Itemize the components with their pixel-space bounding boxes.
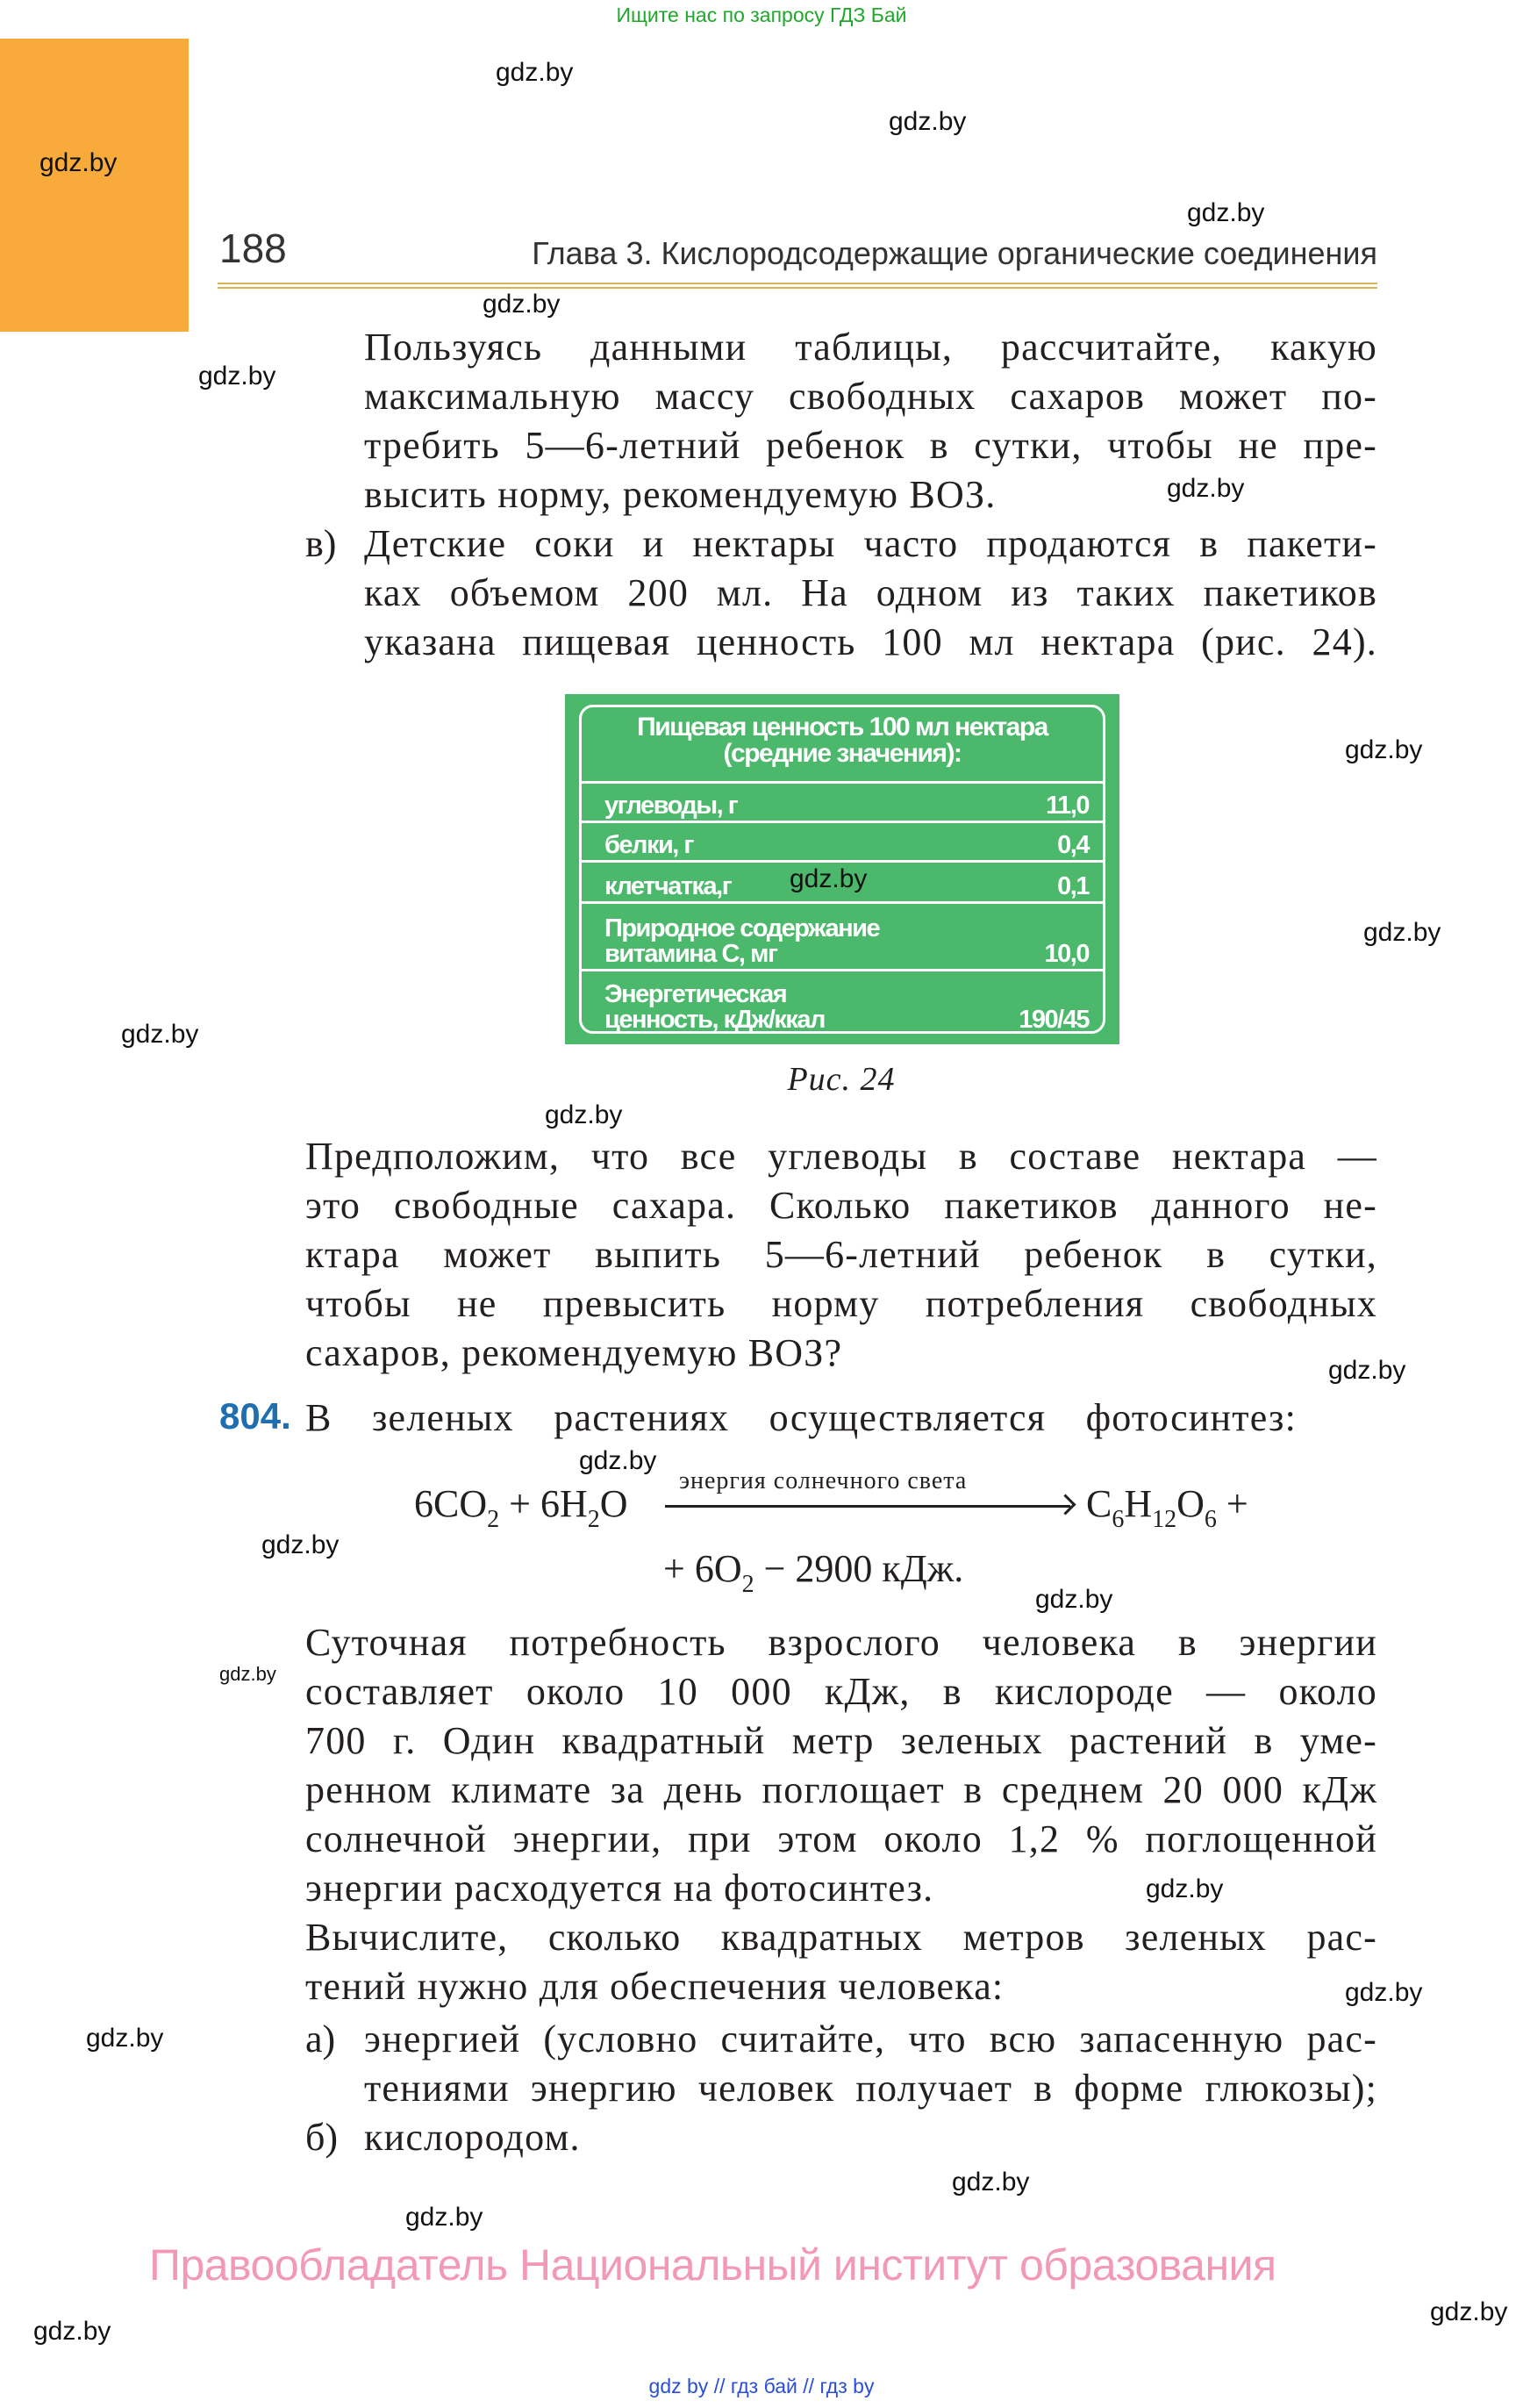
equation-lhs: $6CO_2 + 6H_2O$ <box>414 1482 628 1533</box>
text-line: Пользуясь данными таблицы, рассчитайте, какую <box>364 326 1377 369</box>
text-line: солнечной энергии, при этом около 1,2 % поглощенной <box>305 1817 1377 1860</box>
arrow-label: энергия солнечного света <box>679 1467 968 1494</box>
table-row <box>582 823 1103 863</box>
watermark: gdz.by <box>39 148 118 177</box>
text-line: максимальную массу свободных сахаров может по- <box>364 375 1377 418</box>
text-line: В зеленых растениях осуществляется фотосинтез: <box>305 1396 1297 1439</box>
item-marker-b: б) <box>305 2116 339 2159</box>
watermark: gdz.by <box>483 290 561 319</box>
task-paragraph <box>305 1618 1377 2011</box>
text-line: энергии расходуется на фотосинтез. <box>305 1867 934 1910</box>
text-line: чтобы не превысить норму потребления свободных <box>305 1282 1377 1325</box>
arrow-head-icon <box>1055 1494 1076 1515</box>
watermark: gdz.by <box>1345 735 1423 764</box>
watermark: gdz.by <box>198 362 276 391</box>
reaction-arrow <box>665 1505 1070 1508</box>
page-number: 188 <box>219 226 287 271</box>
table-title-line: Пищевая ценность 100 мл нектара <box>637 713 1048 742</box>
copyright-watermark: Правообладатель Национальный институт образования <box>149 2240 1276 2290</box>
text-line: Суточная потребность взрослого человека в энергии <box>305 1621 1377 1664</box>
watermark: gdz.by <box>496 58 574 87</box>
text-line: сахаров, рекомендуемую ВОЗ? <box>305 1331 843 1374</box>
text-line: указана пищевая ценность 100 мл нектара (рис. 24). <box>364 620 1377 663</box>
text-line: энергией (условно считайте, что всю запасенную рас- <box>364 2017 1377 2060</box>
link-gdz-by[interactable]: gdz by <box>648 2375 709 2397</box>
paragraph-2 <box>305 1132 1377 1378</box>
link-gdz-bai[interactable]: гдз бай <box>730 2375 797 2397</box>
link-gdz-by-2[interactable]: гдз by <box>819 2375 875 2397</box>
page-corner-tab <box>0 39 189 332</box>
link-separator: // <box>803 2375 815 2397</box>
watermark: gdz.by <box>790 864 868 893</box>
text-line: 700 г. Один квадратный метр зеленых растений в уме- <box>305 1719 1377 1762</box>
watermark: gdz.by <box>1363 918 1441 947</box>
watermark: gdz.by <box>261 1530 340 1559</box>
text-line: требить 5—6-летний ребенок в сутки, чтобы не пре- <box>364 424 1377 467</box>
item-a-text <box>364 2015 1377 2113</box>
top-banner[interactable]: Ищите нас по запросу ГДЗ Бай <box>616 4 907 26</box>
text-line: кислородом. <box>364 2116 581 2159</box>
watermark: gdz.by <box>219 1663 276 1685</box>
watermark: gdz.by <box>86 2024 164 2053</box>
row-label: Природное содержание витамина С, мг <box>604 914 880 968</box>
watermark: gdz.by <box>1146 1874 1224 1903</box>
watermark: gdz.by <box>579 1446 657 1475</box>
task-number: 804. <box>219 1395 291 1437</box>
text-line: ках объемом 200 мл. На одном из таких пакетиков <box>364 571 1377 614</box>
watermark: gdz.by <box>121 1020 199 1049</box>
watermark: gdz.by <box>1035 1585 1113 1614</box>
chapter-header: Глава 3. Кислородсодержащие органические соединения <box>532 235 1377 271</box>
watermark: gdz.by <box>545 1100 623 1129</box>
text-line: тениями энергию человек получает в форме глюкозы); <box>364 2067 1377 2110</box>
task-intro <box>305 1394 1297 1443</box>
watermark: gdz.by <box>1167 474 1245 503</box>
header-divider <box>218 283 1377 289</box>
link-separator: // <box>713 2375 726 2397</box>
row-value: 0,1 <box>1057 872 1089 900</box>
text-line: тений нужно для обеспечения человека: <box>305 1965 1005 2008</box>
row-value: 11,0 <box>1046 792 1089 820</box>
text-line: высить норму, рекомендуемую ВОЗ. <box>364 473 997 516</box>
watermark: gdz.by <box>889 107 967 136</box>
watermark: gdz.by <box>1187 198 1265 227</box>
text-line: Детские соки и нектары часто продаются в пакети- <box>364 522 1377 565</box>
equation-rhs: $C_6H_{12}O_6$ + <box>1086 1482 1248 1533</box>
watermark: gdz.by <box>405 2203 483 2232</box>
text-line: ктара может выпить 5—6-летний ребенок в сутки, <box>305 1233 1377 1276</box>
row-label: клетчатка,г <box>604 872 732 900</box>
watermark: gdz.by <box>1345 1978 1423 2007</box>
item-marker-v: в) <box>305 522 337 565</box>
table-title <box>582 707 1103 784</box>
text-line: ренном климате за день поглощает в среднем 20 000 кДж <box>305 1768 1377 1811</box>
table-row <box>582 971 1103 1035</box>
table-title-line: (средние значения): <box>723 739 962 768</box>
text-line: Предположим, что все углеводы в составе нектара — <box>305 1135 1377 1178</box>
text-line: это свободные сахара. Сколько пакетиков данного не- <box>305 1184 1377 1227</box>
bottom-links <box>0 2375 1523 2398</box>
row-label: Энергетическая ценность, кДж/ккал <box>604 980 825 1034</box>
equation-line-2: + $6O_2 - 2900$ кДж. <box>663 1547 964 1598</box>
item-v-text <box>364 520 1377 667</box>
watermark: gdz.by <box>1430 2297 1508 2326</box>
row-value: 10,0 <box>1044 940 1089 968</box>
row-value: 0,4 <box>1057 831 1089 859</box>
row-label: углеводы, г <box>604 792 738 820</box>
row-value: 190/45 <box>1019 1006 1089 1034</box>
item-b-text <box>364 2113 1377 2162</box>
text-line: Вычислите, сколько квадратных метров зеленых рас- <box>305 1916 1377 1959</box>
row-label: белки, г <box>604 831 693 859</box>
table-row <box>582 904 1103 971</box>
table-row <box>582 784 1103 823</box>
item-marker-a: а) <box>305 2017 336 2060</box>
watermark: gdz.by <box>952 2168 1030 2197</box>
watermark: gdz.by <box>1328 1356 1406 1385</box>
figure-caption: Рис. 24 <box>787 1061 896 1098</box>
text-line: составляет около 10 000 кДж, в кислороде — около <box>305 1670 1377 1713</box>
watermark: gdz.by <box>33 2317 111 2346</box>
